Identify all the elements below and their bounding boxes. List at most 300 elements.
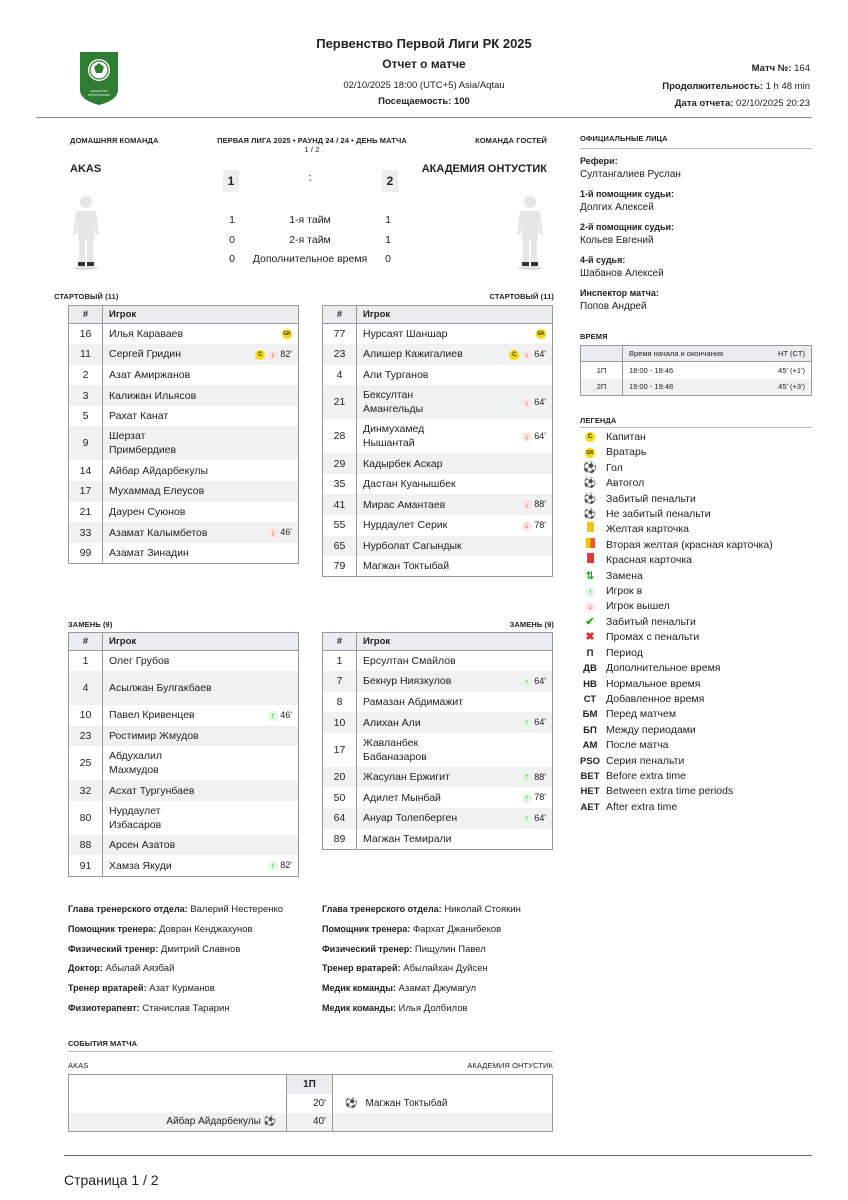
player-in-icon: ↑	[268, 861, 278, 871]
player-number: 17	[69, 481, 103, 502]
legend-title: ЛЕГЕНДА	[580, 416, 617, 425]
legend-item	[580, 707, 773, 722]
substitution-icon: ⇅	[585, 570, 595, 582]
table-row: 2П 19:00 - 19:48 45' (+3')	[581, 379, 812, 396]
player-out-icon: ↓	[522, 432, 532, 442]
table-row	[69, 801, 299, 835]
staff-member: Тренер вратарей: Абылайхан Дуйсен	[322, 963, 488, 975]
legend-label: Капитан	[606, 431, 646, 443]
home-score: 1	[223, 170, 239, 192]
player-number: 23	[323, 344, 357, 365]
period-away-score: 1	[385, 214, 391, 226]
player-name: Шерзат Примбердиев	[103, 426, 213, 460]
table-row	[323, 733, 553, 767]
player-number: 23	[69, 726, 103, 747]
event-minute: 78'	[534, 520, 546, 531]
legend-abbr: П	[586, 647, 594, 659]
player-number: 35	[323, 474, 357, 495]
event-minute: 88'	[534, 499, 546, 510]
legend-item	[580, 599, 773, 614]
officials-title: ОФИЦИАЛЬНЫЕ ЛИЦА	[580, 134, 668, 143]
player-name: Асылжан Булгакбаев	[103, 671, 213, 705]
legend-label: Вратарь	[606, 446, 647, 459]
col-player: Игрок	[357, 633, 467, 651]
player-name: Илья Караваев	[109, 328, 184, 341]
match-datetime: 02/10/2025 18:00 (UTC+5) Asia/Aqtau	[343, 80, 505, 91]
player-number: 7	[323, 671, 357, 692]
table-row	[323, 536, 553, 557]
event-row	[69, 1113, 553, 1132]
legend-abbr: PSO	[580, 755, 601, 767]
player-name: Ерсултан Смайлов	[363, 655, 456, 668]
player-number: 77	[323, 324, 357, 345]
cross-icon: ✖	[585, 631, 595, 644]
report-title: Первенство Первой Лиги РК 2025	[316, 36, 532, 51]
legend-item	[580, 553, 773, 568]
player-number: 4	[69, 671, 103, 705]
player-name: Бекнур Ниязкулов	[357, 671, 467, 692]
player-out-icon: ↓	[268, 528, 278, 538]
away-score: 2	[382, 170, 398, 192]
legend-label: Дополнительное время	[606, 662, 721, 675]
legend-label: Забитый пенальти	[606, 615, 696, 628]
player-number: 50	[323, 787, 357, 808]
table-row	[69, 522, 299, 543]
player-in-icon: ↑	[522, 814, 532, 824]
legend-item	[580, 538, 773, 553]
svg-text:ҚАЗАҚСТАН: ҚАЗАҚСТАН	[90, 89, 108, 93]
table-row	[323, 692, 553, 713]
table-row	[323, 324, 553, 345]
player-number: 91	[69, 855, 103, 876]
home-subs-table	[68, 632, 299, 877]
staff-member: Тренер вратарей: Азат Курманов	[68, 983, 215, 995]
player-name: Али Турганов	[363, 368, 429, 381]
table-row	[69, 406, 299, 427]
legend-item	[580, 661, 773, 676]
event-minute: 64'	[534, 349, 546, 360]
home-kit-icon	[70, 194, 102, 270]
legend-item	[580, 615, 773, 630]
home-starting-label: СТАРТОВЫЙ (11)	[54, 292, 119, 301]
legend-label: Игрок вышел	[606, 600, 670, 613]
staff-member: Физический тренер: Пищулин Павел	[322, 943, 486, 955]
player-number: 89	[323, 829, 357, 850]
player-number: 32	[69, 780, 103, 801]
player-in-icon: ↑	[522, 793, 532, 803]
legend-label: Промах с пенальти	[606, 631, 700, 644]
player-name: Калижан Ильясов	[103, 385, 213, 406]
away-team-label: КОМАНДА ГОСТЕЙ	[475, 136, 547, 145]
legend-label: Нормальное время	[606, 677, 701, 690]
staff-member: Физический тренер: Дмитрий Славнов	[68, 943, 241, 955]
period-home-score: 1	[229, 214, 235, 226]
legend-label: Между периодами	[606, 723, 696, 736]
event-home-player: Айбар Айдарбекулы	[166, 1116, 261, 1128]
legend-label: Красная карточка	[606, 554, 692, 567]
player-number: 11	[69, 344, 103, 365]
official: 4-й судья: Шабанов Алексей	[580, 255, 664, 279]
player-name: Олег Грубов	[109, 655, 170, 668]
event-minute: 82'	[280, 860, 292, 871]
legend-label: Забитый пенальти	[606, 492, 696, 505]
legend-item	[580, 800, 773, 815]
legend-abbr: BET	[580, 770, 600, 782]
player-name: Жасулан Ержигит	[357, 767, 467, 788]
table-row: 1П 18:00 - 18:46 45' (+1')	[581, 362, 812, 379]
legend-label: Не забитый пенальти	[606, 508, 711, 521]
table-row	[69, 365, 299, 386]
table-row	[323, 829, 553, 850]
legend-item	[580, 754, 773, 769]
table-row	[69, 835, 299, 856]
legend-label: Серия пенальти	[606, 754, 685, 767]
attendance: Посещаемость: 100	[378, 96, 470, 107]
player-name: Рахат Канат	[109, 410, 169, 423]
legend-label: После матча	[606, 739, 669, 752]
away-subs-label: ЗАМЕНЬ (9)	[509, 620, 554, 629]
player-name: Азат Амиржанов	[109, 368, 191, 381]
legend-item	[580, 584, 773, 599]
captain-icon: C	[509, 350, 519, 360]
table-row	[323, 808, 553, 829]
event-minute: 64'	[534, 717, 546, 728]
table-row	[69, 726, 299, 747]
events-home-team: AKAS	[68, 1061, 89, 1070]
official: Рефери: Султангалиев Руслан	[580, 156, 681, 180]
table-row	[69, 502, 299, 523]
player-name: Динмухамед Нышантай	[363, 423, 425, 450]
player-out-icon: ↓	[522, 350, 532, 360]
league-logo	[76, 50, 122, 106]
player-name: Ануар Толепберген	[357, 808, 467, 829]
event-row	[69, 1094, 553, 1113]
event-minute: 64'	[534, 676, 546, 687]
event-minute: 64'	[534, 430, 546, 441]
staff-member: Помощник тренера: Фархат Джанибеков	[322, 923, 502, 935]
staff-member: Глава тренерского отдела: Валерий Нестеренко	[68, 904, 284, 915]
second-yellow-icon	[580, 538, 600, 553]
player-name: Нурдаулет Серик	[363, 519, 448, 532]
player-name: Жавланбек Бабаназаров	[363, 736, 427, 763]
player-number: 1	[323, 651, 357, 672]
home-team-label: ДОМАШНЯЯ КОМАНДА	[70, 136, 159, 145]
legend-item	[580, 507, 773, 522]
col-player: Игрок	[357, 306, 467, 324]
player-out-icon: ↓	[522, 500, 532, 510]
legend-item	[580, 784, 773, 799]
legend-list	[580, 430, 773, 815]
legend-abbr: АМ	[582, 740, 598, 752]
table-row	[323, 385, 553, 419]
event-minute: 64'	[534, 396, 546, 407]
away-kit-icon	[514, 194, 546, 270]
player-in-icon: ↑	[268, 711, 278, 721]
away-subs-table	[322, 632, 553, 850]
event-away-player: Магжан Токтыбай	[365, 1097, 448, 1109]
player-name: Даурен Суюнов	[109, 505, 186, 518]
player-name: Мирас Амантаев	[357, 494, 467, 515]
event-minute: 64'	[534, 813, 546, 824]
report-date: Дата отчета: 02/10/2025 20:23	[674, 98, 810, 109]
legend-item	[580, 677, 773, 692]
time-table	[580, 345, 812, 396]
event-minute: 20'	[287, 1094, 333, 1113]
official: 1-й помощник судьи: Долгих Алексей	[580, 189, 675, 213]
goalkeeper-icon: GK	[283, 331, 291, 338]
player-number: 9	[69, 426, 103, 460]
period-label: Дополнительное время	[252, 253, 368, 265]
goalkeeper-icon: GK	[537, 331, 545, 338]
penalty-missed-icon: ⚽	[583, 509, 597, 521]
col-number: #	[323, 633, 357, 651]
player-number: 29	[323, 453, 357, 474]
legend-label: Перед матчем	[606, 708, 677, 721]
legend-abbr: НВ	[583, 678, 597, 690]
player-number: 8	[323, 692, 357, 713]
table-row	[323, 344, 553, 365]
player-number: 41	[323, 494, 357, 515]
table-row	[69, 324, 299, 345]
player-number: 28	[323, 419, 357, 453]
player-out-icon: ↓	[522, 398, 532, 408]
legend-abbr: HET	[580, 786, 600, 798]
table-row	[69, 543, 299, 564]
player-name: Кадырбек Аскар	[357, 453, 467, 474]
legend-item	[580, 630, 773, 645]
event-minute: 46'	[280, 710, 292, 721]
player-name: Ростимир Жмудов	[103, 726, 213, 747]
player-number: 4	[323, 365, 357, 386]
table-row	[323, 474, 553, 495]
event-minute: 40'	[287, 1113, 333, 1132]
legend-label: Вторая желтая (красная карточка)	[606, 538, 773, 551]
player-number: 17	[323, 733, 357, 767]
player-number: 14	[69, 460, 103, 481]
page-number: Страница 1 / 2	[64, 1172, 159, 1188]
event-minute: 88'	[534, 771, 546, 782]
time-title: ВРЕМЯ	[580, 332, 608, 341]
home-starting-table	[68, 305, 299, 564]
player-name: Хамза Якуди	[109, 859, 172, 872]
player-number: 10	[323, 712, 357, 733]
captain-icon: C	[255, 350, 265, 360]
ball-icon: ⚽	[345, 1097, 358, 1109]
player-in-icon: ↑	[580, 584, 600, 599]
legend-label: Период	[606, 646, 643, 659]
col-number: #	[69, 306, 103, 324]
player-in-icon: ↑	[522, 772, 532, 782]
legend-item	[580, 723, 773, 738]
legend-item	[580, 492, 773, 507]
player-name: Алихан Али	[357, 712, 467, 733]
player-name: Павел Кривенцев	[109, 709, 195, 722]
legend-abbr: AET	[580, 801, 600, 813]
player-name: Сергей Гридин	[103, 344, 213, 365]
table-row	[323, 651, 553, 672]
table-row	[323, 515, 553, 536]
legend-item	[580, 692, 773, 707]
player-in-icon: ↑	[522, 718, 532, 728]
goalkeeper-icon: GK	[586, 449, 594, 456]
staff-member: Медик команды: Илья Долбилов	[322, 1002, 468, 1014]
player-number: 10	[69, 705, 103, 726]
score-separator: :	[308, 172, 312, 184]
events-away-team: АКАДЕМИЯ ОНТУСТИК	[467, 1061, 553, 1070]
table-row	[69, 385, 299, 406]
table-row	[323, 712, 553, 733]
player-number: 79	[323, 556, 357, 577]
player-name: Азамат Зинадин	[109, 546, 189, 559]
player-name: Дастан Куанышбек	[363, 478, 456, 491]
check-icon: ✔	[585, 615, 595, 628]
staff-member: Глава тренерского отдела: Николай Стоякин	[322, 904, 521, 915]
player-name: Нурсаят Шаншар	[363, 328, 448, 341]
legend-abbr: СТ	[583, 693, 597, 705]
col-ht: HT (CT)	[758, 346, 811, 362]
legend-label: Гол	[606, 461, 623, 474]
legend-item	[580, 476, 773, 491]
player-number: 3	[69, 385, 103, 406]
match-duration: Продолжительность: 1 h 48 min	[662, 81, 810, 92]
player-name: Алишер Кажигалиев	[357, 344, 467, 365]
header-divider	[36, 117, 812, 118]
player-number: 25	[69, 746, 103, 780]
events-title: СОБЫТИЯ МАТЧА	[68, 1039, 138, 1048]
staff-member: Медик команды: Азамат Джумагул	[322, 983, 477, 995]
ball-icon: ⚽	[583, 461, 597, 474]
away-team-name: АКАДЕМИЯ ОНТУСТИК	[421, 163, 547, 175]
player-name: Нурболат Сагындык	[357, 536, 467, 557]
legend-label: Замена	[606, 569, 643, 582]
events-period: 1П	[287, 1075, 333, 1094]
period-label: 2-я тайм	[289, 233, 331, 246]
player-number: 99	[69, 543, 103, 564]
legend-item	[580, 461, 773, 476]
player-number: 88	[69, 835, 103, 856]
own-goal-icon: ⚽	[583, 478, 597, 490]
col-number: #	[323, 306, 357, 324]
officials-list	[580, 156, 681, 321]
legend-abbr: БМ	[582, 709, 598, 721]
captain-icon: C	[580, 430, 600, 445]
player-name: Асхат Тургунбаев	[103, 780, 213, 801]
ball-icon: ⚽	[263, 1116, 276, 1128]
table-row	[69, 426, 299, 460]
staff-member: Помощник тренера: Довран Кенджахунов	[68, 923, 253, 935]
player-number: 21	[323, 385, 357, 419]
player-name: Арсен Азатов	[103, 835, 213, 856]
legend-label: Between extra time periods	[606, 785, 734, 798]
event-minute: 78'	[534, 792, 546, 803]
official: Инспектор матча: Попов Андрей	[580, 288, 659, 312]
period-home-score: 0	[229, 253, 235, 265]
player-out-icon: ↓	[580, 599, 600, 614]
table-row	[69, 855, 299, 876]
col-player: Игрок	[103, 633, 213, 651]
player-number: 5	[69, 406, 103, 427]
staff-member: Доктор: Абылай Аязбай	[68, 963, 175, 975]
home-staff	[68, 903, 283, 1022]
table-row	[323, 419, 553, 453]
player-number: 16	[69, 324, 103, 345]
round-info: ПЕРВАЯ ЛИГА 2025 • РАУНД 24 / 24 • ДЕНЬ МАТЧА 1 / 2	[217, 136, 407, 154]
player-in-icon: ↑	[522, 677, 532, 687]
player-number: 65	[323, 536, 357, 557]
player-name: Рамазан Абдимажит	[363, 695, 464, 708]
events-table	[68, 1074, 553, 1132]
table-row	[69, 460, 299, 481]
legend-label: Желтая карточка	[606, 523, 690, 536]
table-row	[69, 651, 299, 672]
player-out-icon: ↓	[268, 350, 278, 360]
table-row	[323, 556, 553, 577]
table-row	[323, 787, 553, 808]
report-subtitle: Отчет о матче	[382, 57, 466, 71]
player-number: 55	[323, 515, 357, 536]
table-row	[69, 705, 299, 726]
player-number: 64	[323, 808, 357, 829]
legend-item	[580, 738, 773, 753]
player-name: Адилет Мынбай	[363, 791, 441, 804]
penalty-scored-icon: ⚽	[583, 493, 597, 505]
table-row	[323, 671, 553, 692]
player-name: Нурдаулет Избасаров	[109, 804, 162, 831]
legend-item	[580, 522, 773, 537]
player-number: 80	[69, 801, 103, 835]
player-number: 21	[69, 502, 103, 523]
player-number: 2	[69, 365, 103, 386]
table-row	[323, 767, 553, 788]
away-starting-table	[322, 305, 553, 577]
player-name: Магжан Темирали	[363, 832, 452, 845]
legend-item	[580, 569, 773, 584]
legend-item	[580, 445, 773, 460]
yellow-card-icon	[580, 522, 600, 537]
table-row	[69, 671, 299, 705]
match-number: Матч №: 164	[751, 63, 810, 74]
player-name: Мухаммад Елеусов	[103, 481, 213, 502]
legend-label: Игрок в	[606, 585, 643, 598]
event-minute: 46'	[280, 527, 292, 538]
event-minute: 82'	[280, 349, 292, 360]
table-row	[69, 746, 299, 780]
player-name: Азамат Калымбетов	[103, 522, 213, 543]
period-label: 1-я тайм	[289, 214, 331, 226]
period-home-score: 0	[229, 233, 235, 246]
legend-label: After extra time	[606, 800, 678, 813]
player-number: 33	[69, 522, 103, 543]
away-starting-label: СТАРТОВЫЙ (11)	[489, 292, 554, 301]
table-row	[323, 453, 553, 474]
player-name: Бексултан Амангельды	[357, 385, 467, 419]
table-row	[69, 481, 299, 502]
legend-label: Before extra time	[606, 769, 686, 782]
table-row	[69, 344, 299, 365]
away-staff	[322, 903, 521, 1022]
legend-item	[580, 646, 773, 661]
svg-text:ФУТБОЛ ЛИГАСЫ: ФУТБОЛ ЛИГАСЫ	[88, 94, 110, 97]
player-number: 20	[323, 767, 357, 788]
legend-abbr: БП	[583, 724, 597, 736]
legend-label: Автогол	[606, 477, 645, 490]
col-number: #	[69, 633, 103, 651]
player-out-icon: ↓	[522, 521, 532, 531]
official: 2-й помощник судьи: Кольев Евгений	[580, 222, 675, 246]
legend-item	[580, 430, 773, 445]
col-time-range: Время начала и окончания	[623, 346, 759, 362]
period-away-score: 1	[385, 233, 391, 246]
